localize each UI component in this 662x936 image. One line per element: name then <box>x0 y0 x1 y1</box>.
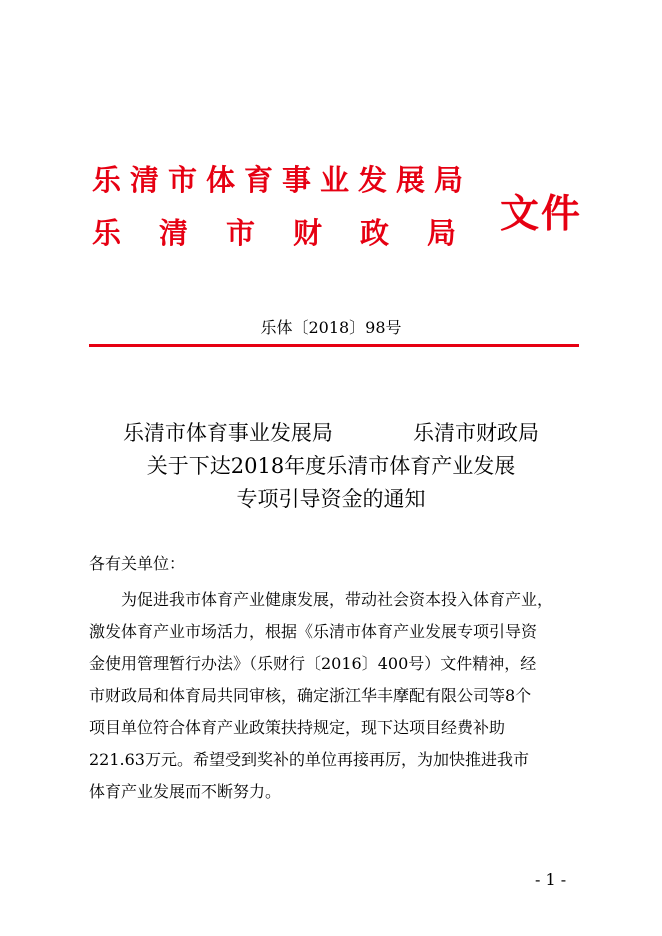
notice-title-line-1: 乐清市体育事业发展局 乐清市财政局 <box>122 421 540 445</box>
body-text-line: 金使用管理暂行办法》（乐财行〔2016〕400号）文件精神，经 <box>89 654 537 673</box>
document-type-label: 文件 <box>500 191 583 237</box>
body-text-line: 为促进我市体育产业健康发展，带动社会资本投入体育产业， <box>121 590 554 609</box>
salutation: 各有关单位： <box>89 554 186 573</box>
notice-title-line-3: 专项引导资金的通知 <box>236 487 426 511</box>
page-number: - 1 - <box>535 870 567 889</box>
body-text-line: 激发体育产业市场活力，根据《乐清市体育产业发展专项引导资 <box>89 622 538 641</box>
body-text-line: 221.63万元。希望受到奖补的单位再接再厉，为加快推进我市 <box>89 750 529 769</box>
notice-title-line-2: 关于下达2018年度乐清市体育产业发展 <box>146 454 516 478</box>
header-red-divider <box>89 344 579 347</box>
body-text-line: 体育产业发展而不断努力。 <box>89 782 282 801</box>
issuer-name-sports-bureau: 乐清市体育事业发展局 <box>92 163 473 197</box>
body-text-line: 市财政局和体育局共同审核，确定浙江华丰摩配有限公司等8个 <box>89 686 532 705</box>
body-text-line: 项目单位符合体育产业政策扶持规定，现下达项目经费补助 <box>89 718 506 737</box>
issuer-name-finance-bureau: 乐清市财政局 <box>92 216 495 250</box>
document-number: 乐体〔2018〕98号 <box>260 318 402 337</box>
